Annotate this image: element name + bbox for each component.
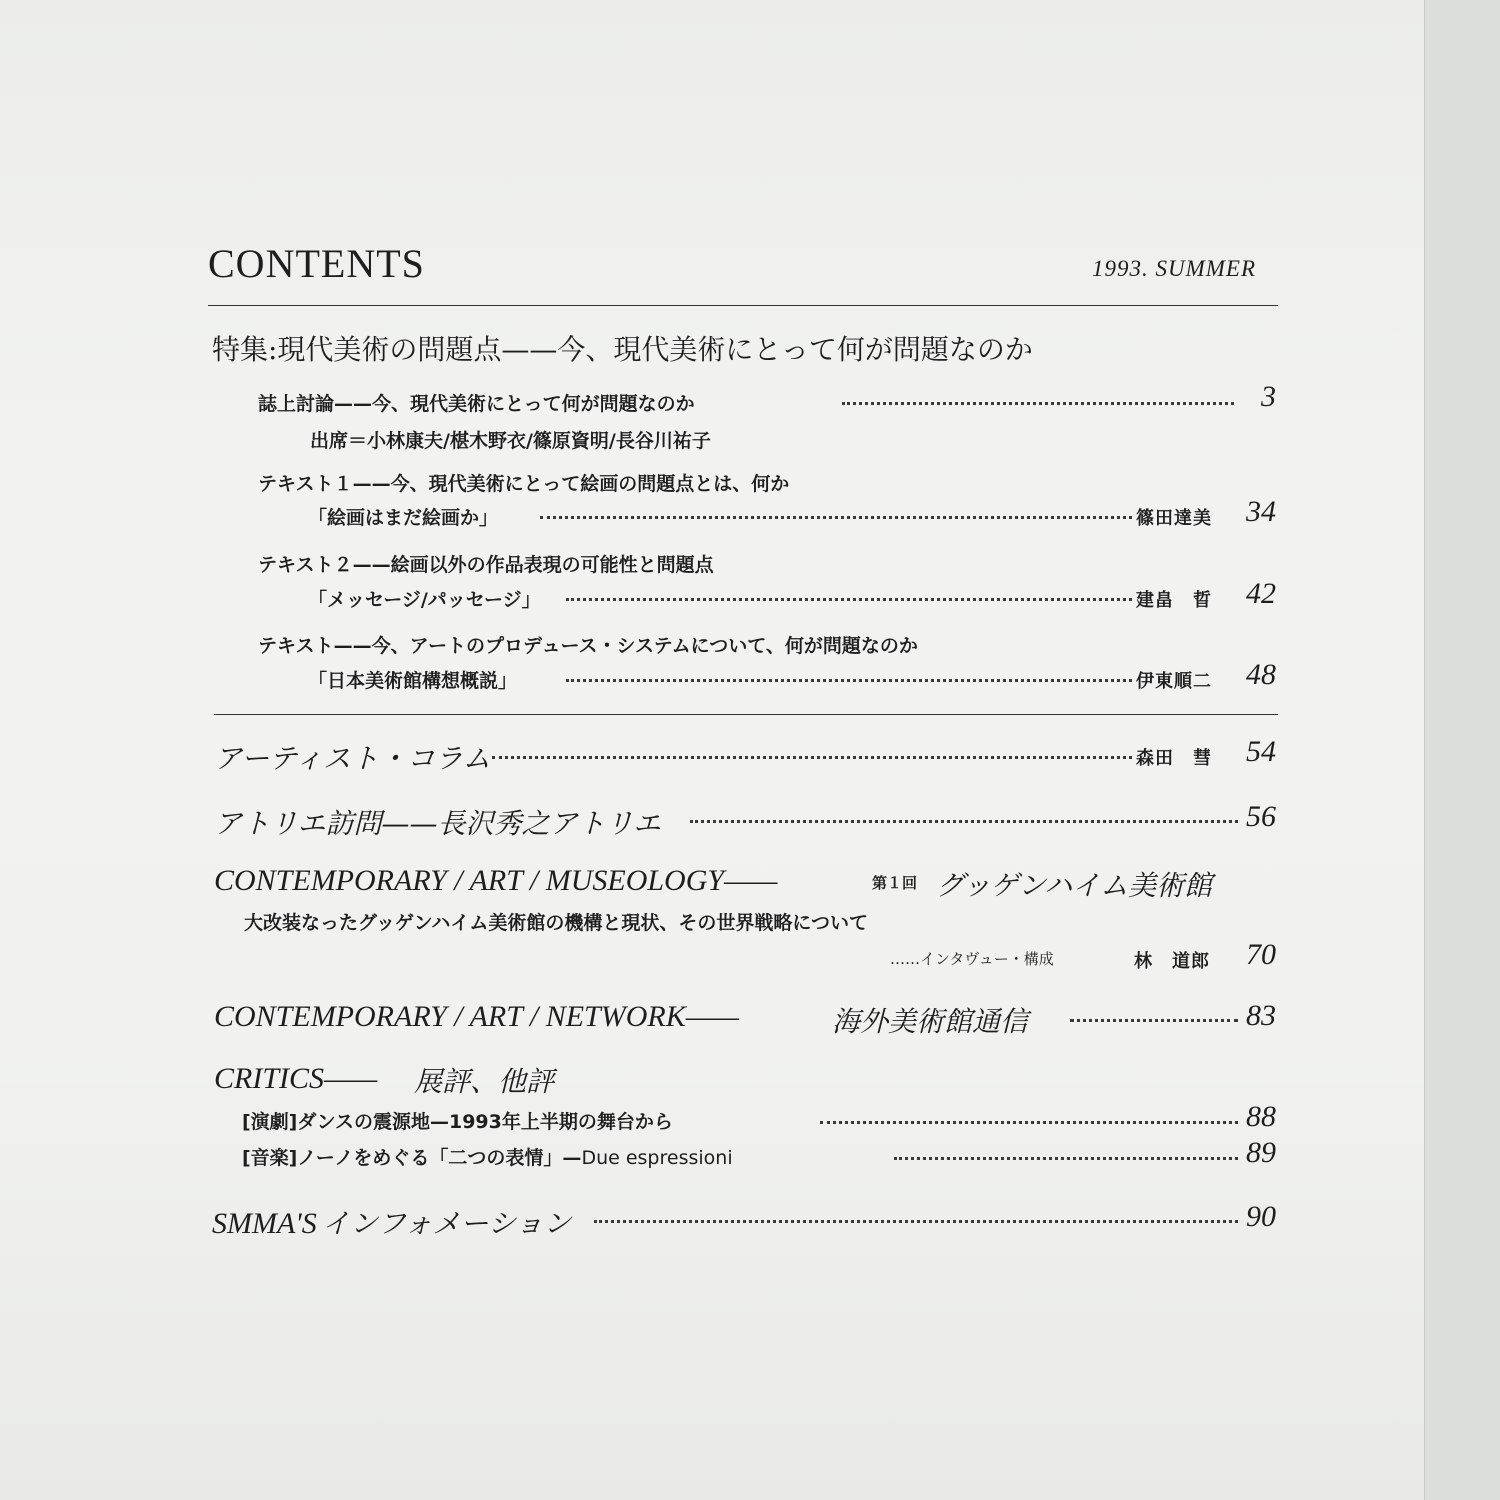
author: 林 道郎	[1134, 951, 1210, 972]
critic-extra: Due espressioni	[581, 1147, 733, 1169]
section-description: 大改装なったグッゲンハイム美術館の機構と現状、その世界戦略について	[244, 912, 868, 934]
page-number: 89	[1246, 1136, 1276, 1169]
dot-leader	[1070, 1019, 1238, 1022]
critic-entry	[242, 1107, 673, 1134]
page-number: 90	[1246, 1200, 1276, 1233]
dot-leader	[566, 679, 1132, 682]
participants: 出席＝小林康夫/椹木野衣/篠原資明/長谷川祐子	[310, 430, 711, 452]
feature-heading: 特集:現代美術の問題点——今、現代美術にとって何が問題なのか	[212, 333, 1033, 366]
page-number: 48	[1246, 658, 1276, 691]
author: 篠田達美	[1136, 508, 1212, 529]
page-number: 42	[1246, 577, 1276, 610]
toc-item-title: テキスト１——今、現代美術にとって絵画の問題点とは、何か	[258, 473, 790, 495]
credit-label: ……インタヴュー・構成	[890, 950, 1054, 968]
toc-section-title-jp: 展評、他評	[414, 1065, 555, 1098]
toc-section-title: CONTEMPORARY / ART / NETWORK——	[214, 1000, 740, 1033]
toc-section-title: CONTEMPORARY / ART / MUSEOLOGY——	[214, 864, 778, 897]
critic-entry	[242, 1143, 733, 1170]
dot-leader	[894, 1157, 1238, 1160]
dot-leader	[566, 598, 1132, 601]
toc-section-title-jp: 海外美術館通信	[832, 1005, 1029, 1038]
toc-section-title-row	[212, 1202, 571, 1242]
dot-leader	[540, 516, 1132, 519]
toc-section-title: アーティスト・コラム	[214, 742, 491, 775]
issue-label: 1993. SUMMER	[1092, 256, 1257, 281]
dot-leader	[690, 820, 1238, 823]
toc-item-subtitle: 「日本美術館構想概説」	[308, 670, 518, 692]
toc-item-subtitle: 「絵画はまだ絵画か」	[308, 507, 499, 529]
toc-item-title: 誌上討論——今、現代美術にとって何が問題なのか	[258, 393, 695, 415]
series-label: 第１回	[872, 874, 918, 892]
dot-leader	[492, 756, 1132, 759]
page-title: CONTENTS	[208, 241, 425, 286]
page-number: 34	[1246, 495, 1276, 528]
page-number: 56	[1246, 800, 1276, 833]
section-rule	[214, 714, 1278, 715]
toc-section-title-jp: グッゲンハイム美術館	[936, 869, 1213, 902]
critic-category: [音楽]	[242, 1147, 298, 1169]
dot-leader	[594, 1220, 1238, 1223]
page-number: 3	[1261, 380, 1276, 413]
page-number: 54	[1246, 735, 1276, 768]
page-number: 70	[1246, 938, 1276, 971]
top-rule	[208, 305, 1278, 306]
author: 森田 彗	[1136, 748, 1212, 769]
critic-title: ノーノをめぐる「二つの表情」—	[297, 1147, 582, 1169]
toc-item-title: テキスト２——絵画以外の作品表現の可能性と問題点	[258, 554, 714, 576]
author: 建畠 晢	[1136, 590, 1212, 611]
dot-leader	[820, 1121, 1238, 1124]
page-number: 83	[1246, 999, 1276, 1032]
critic-title: ダンスの震源地—1993年上半期の舞台から	[297, 1111, 673, 1133]
page-number: 88	[1246, 1100, 1276, 1133]
toc-section-title: SMMA'S	[212, 1207, 317, 1240]
toc-section-title-jp: インフォメーション	[321, 1207, 572, 1240]
toc-section-title: CRITICS——	[214, 1062, 378, 1095]
critic-category: [演劇]	[242, 1111, 298, 1133]
dot-leader	[842, 402, 1234, 405]
toc-section-title: アトリエ訪問——長沢秀之アトリエ	[214, 807, 661, 840]
author: 伊東順二	[1136, 671, 1212, 692]
toc-item-subtitle: 「メッセージ/パッセージ」	[308, 589, 541, 611]
toc-item-title: テキスト——今、アートのプロデュース・システムについて、何が問題なのか	[258, 635, 918, 657]
